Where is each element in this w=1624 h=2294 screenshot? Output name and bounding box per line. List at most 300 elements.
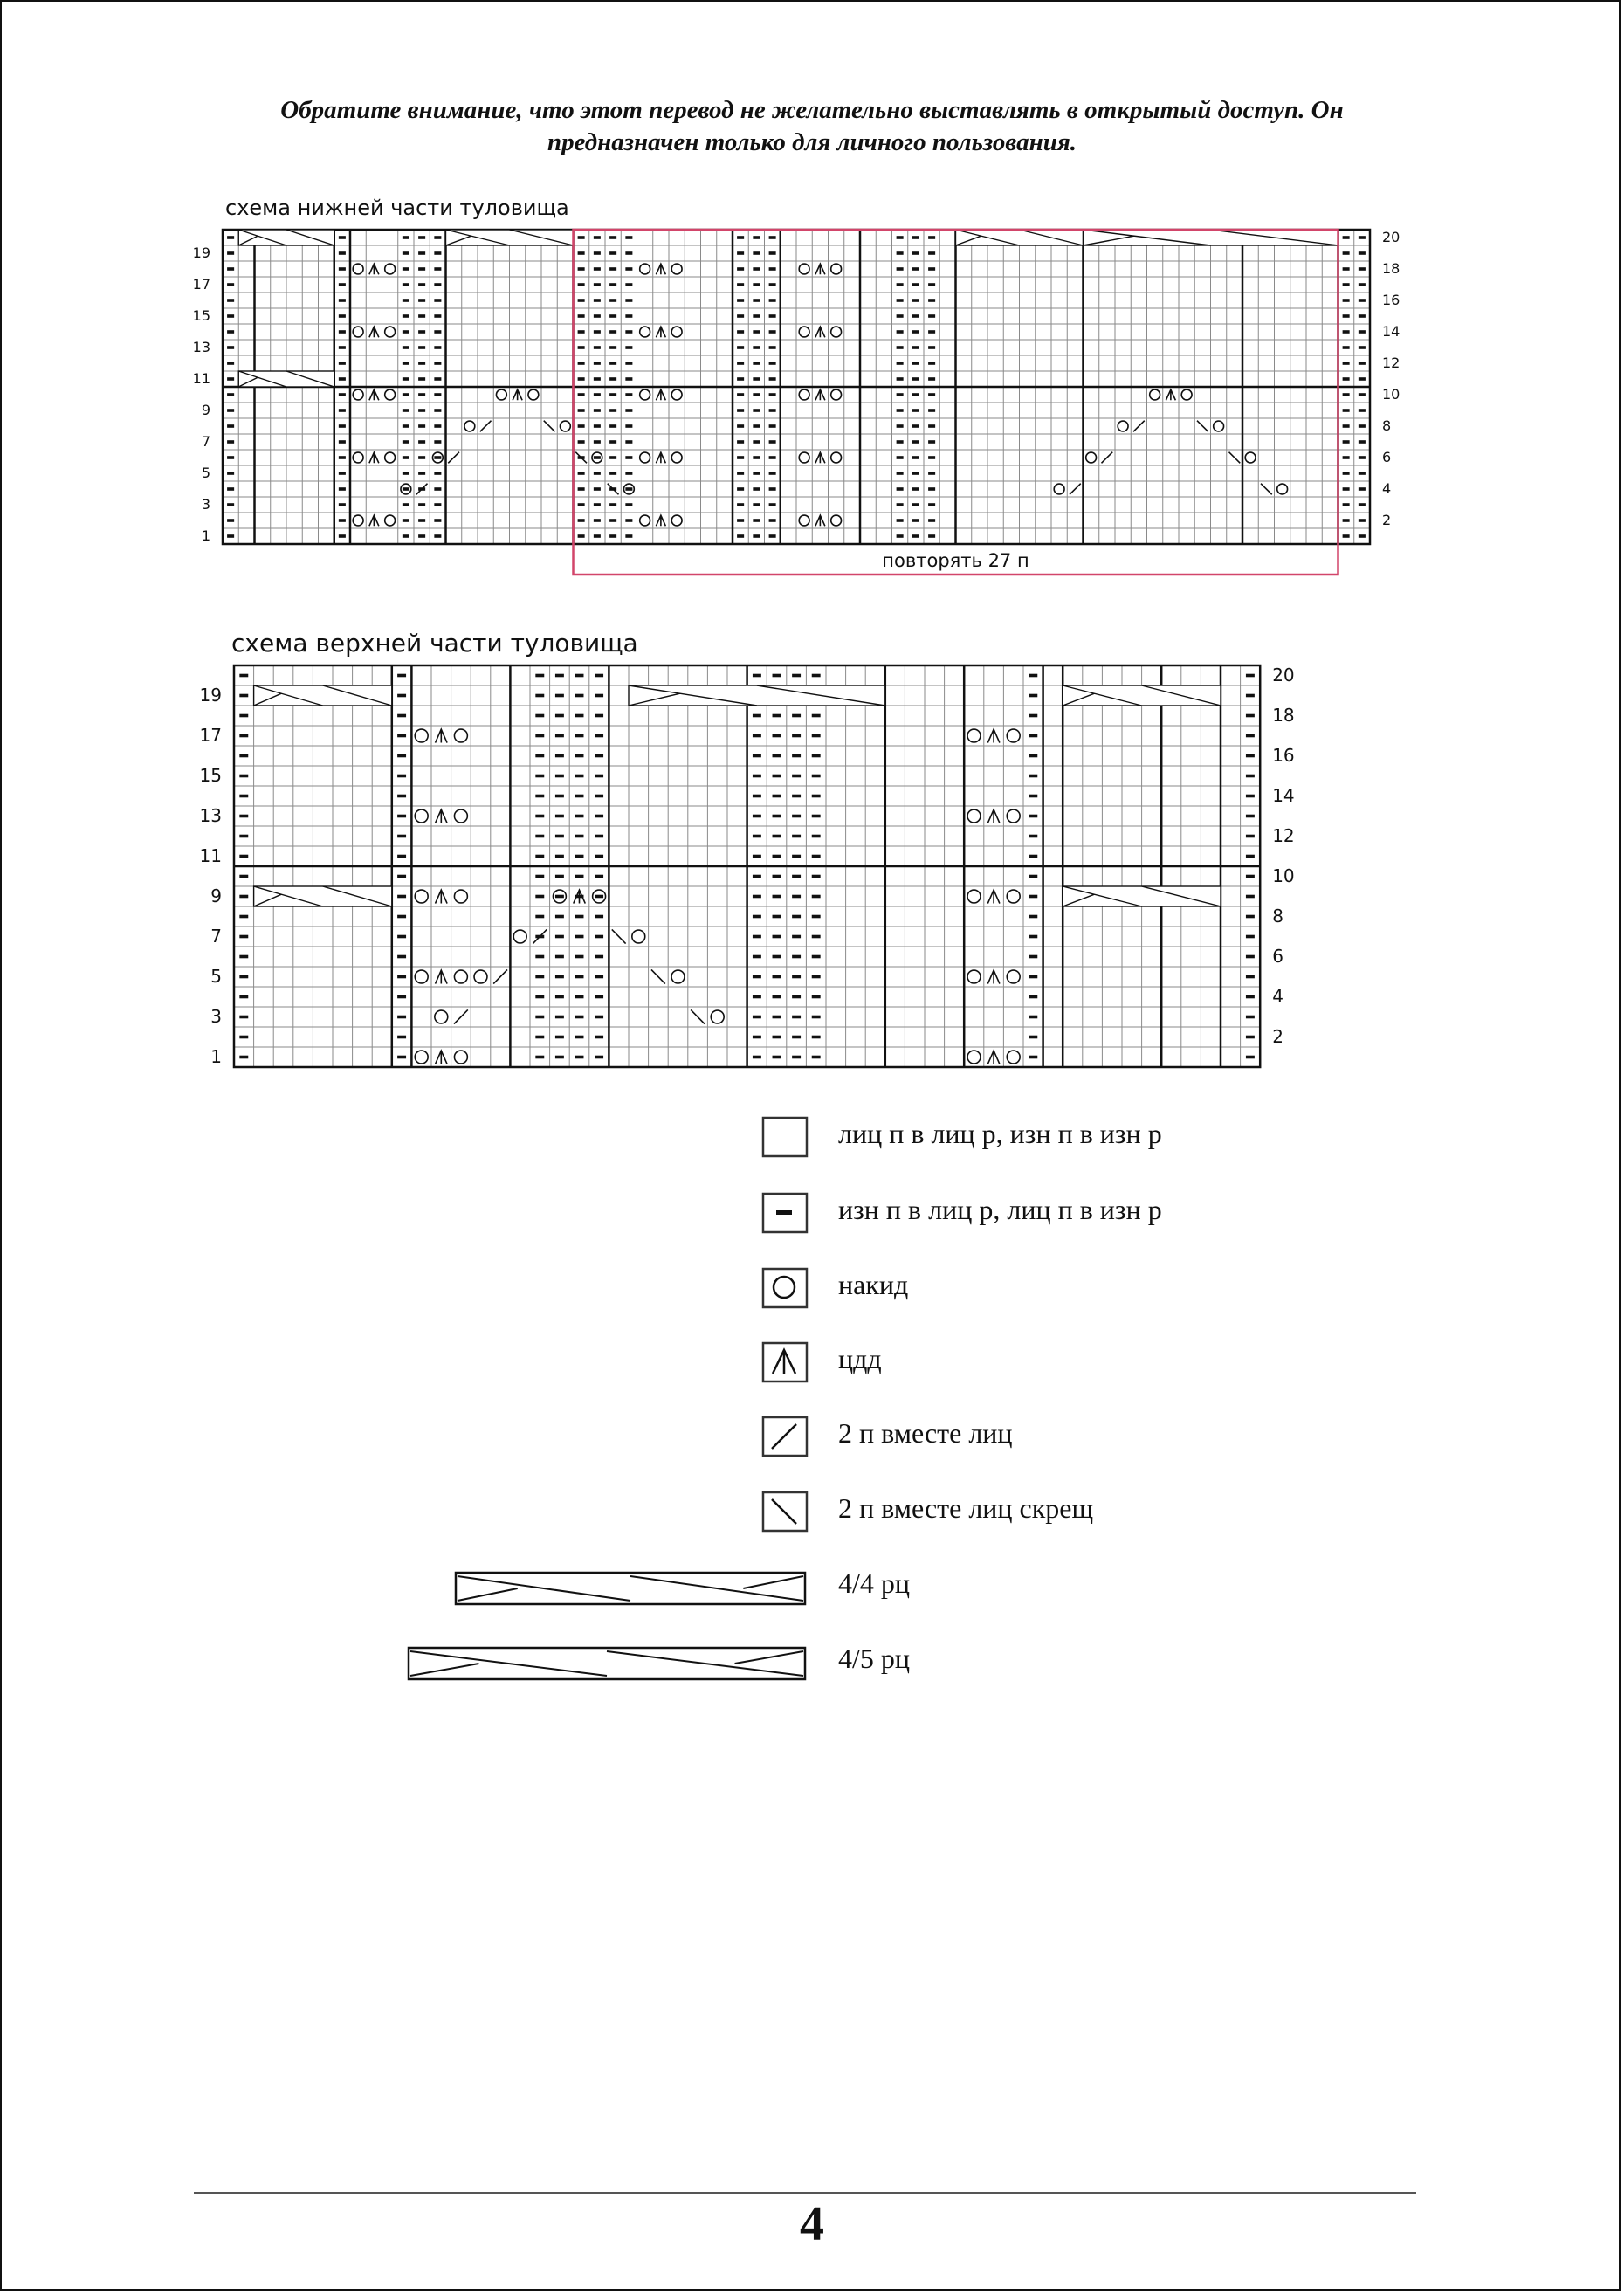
legend-label: 2 п вместе лиц скрещ xyxy=(838,1492,1094,1524)
row-number-left: 3 xyxy=(210,1005,222,1027)
purl-dash xyxy=(1029,935,1037,939)
purl-dash xyxy=(535,975,544,979)
yarn-over-mark xyxy=(435,1010,448,1023)
purl-dash xyxy=(1029,1056,1037,1059)
purl-dash xyxy=(1029,835,1037,838)
purl-dash xyxy=(1246,1056,1255,1059)
row-number-right: 12 xyxy=(1382,355,1400,372)
row-number-right: 14 xyxy=(1272,784,1295,806)
purl-dash xyxy=(535,795,544,798)
purl-dash xyxy=(397,835,406,838)
row-number-left: 7 xyxy=(201,433,210,451)
purl-dash xyxy=(792,1016,801,1019)
purl-dash xyxy=(397,795,406,798)
purl-dash xyxy=(792,995,801,999)
row-number-left: 15 xyxy=(192,307,210,325)
yarn-over-mark xyxy=(967,890,981,903)
purl-dash xyxy=(595,795,603,798)
purl-dash xyxy=(595,734,603,738)
purl-dash xyxy=(555,995,564,999)
purl-dash xyxy=(595,815,603,818)
purl-dash xyxy=(575,775,584,778)
purl-dash xyxy=(239,775,248,778)
purl-dash xyxy=(1246,815,1255,818)
purl-dash xyxy=(773,734,781,738)
cable-4-5-icon xyxy=(407,1646,807,1681)
legend-label: изн п в лиц р, лиц п в изн р xyxy=(838,1194,1162,1225)
purl-dash xyxy=(555,694,564,698)
row-number-left: 9 xyxy=(210,885,222,906)
cable-cell-band xyxy=(1063,886,1221,906)
yarn-over-mark xyxy=(415,890,428,903)
purl-dash xyxy=(812,795,821,798)
purl-dash xyxy=(1029,775,1037,778)
legend-item xyxy=(0,1409,1624,1461)
ssk-mark xyxy=(651,969,665,983)
yarn-over-mark xyxy=(513,930,526,943)
yarn-over-mark xyxy=(454,729,467,742)
purl-dash xyxy=(753,955,761,959)
cdd-icon xyxy=(761,1341,809,1383)
purl-dash xyxy=(575,975,584,979)
purl-dash xyxy=(812,955,821,959)
purl-dash xyxy=(792,734,801,738)
purl-dash xyxy=(773,955,781,959)
cdd-mark xyxy=(987,809,1000,823)
purl-dash xyxy=(1029,895,1037,899)
purl-dash xyxy=(535,714,544,718)
purl-dash xyxy=(239,895,248,899)
k2tog-mark xyxy=(493,969,507,983)
purl-dash xyxy=(555,754,564,758)
purl-dash xyxy=(555,674,564,678)
purl-dash xyxy=(1246,1016,1255,1019)
row-number-right: 12 xyxy=(1272,824,1295,846)
purl-dash xyxy=(397,734,406,738)
purl-dash xyxy=(812,935,821,939)
purl-dash xyxy=(555,1016,564,1019)
purl-dash xyxy=(1246,775,1255,778)
purl-dash xyxy=(555,935,564,939)
purl-dash xyxy=(575,754,584,758)
purl-dash xyxy=(397,775,406,778)
purl-dash xyxy=(812,734,821,738)
purl-dash xyxy=(753,895,761,899)
purl-dash xyxy=(792,754,801,758)
yarn-over-mark xyxy=(967,809,981,823)
purl-dash xyxy=(575,995,584,999)
purl-dash xyxy=(776,1210,792,1215)
row-number-right: 6 xyxy=(1382,449,1392,466)
row-number-right: 14 xyxy=(1382,323,1400,341)
cdd-mark xyxy=(436,809,448,823)
row-number-right: 20 xyxy=(1272,664,1295,685)
purl-dash xyxy=(535,855,544,858)
purl-dash xyxy=(397,714,406,718)
purl-dash xyxy=(575,1036,584,1039)
purl-dash xyxy=(812,1036,821,1039)
ssk-icon xyxy=(761,1491,809,1533)
yarn-over-mark xyxy=(415,809,428,823)
cable-band xyxy=(456,1573,805,1604)
row-number-right: 18 xyxy=(1272,704,1295,726)
yarn-over-mark xyxy=(1007,970,1020,983)
purl-dash xyxy=(792,674,801,678)
purl-dash xyxy=(397,815,406,818)
purl-dash xyxy=(773,795,781,798)
purl-dash xyxy=(753,915,761,919)
yarn-over-mark xyxy=(632,930,645,943)
row-number-left: 19 xyxy=(199,684,222,706)
purl-dash xyxy=(239,955,248,959)
purl-dash xyxy=(773,835,781,838)
purl-dash xyxy=(239,1056,248,1059)
row-number-right: 8 xyxy=(1272,905,1283,927)
purl-dash xyxy=(1246,875,1255,878)
purl-dash xyxy=(575,1056,584,1059)
purl-dash xyxy=(753,1056,761,1059)
purl-dash xyxy=(753,995,761,999)
purl-dash xyxy=(753,674,761,678)
purl-dash xyxy=(1029,815,1037,818)
cable-cell-band xyxy=(254,886,392,906)
purl-dash xyxy=(1246,714,1255,718)
row-number-left: 1 xyxy=(210,1045,222,1067)
row-number-right: 8 xyxy=(1382,417,1392,435)
purl-dash xyxy=(555,714,564,718)
purl-dash xyxy=(239,1016,248,1019)
purl-dash xyxy=(239,995,248,999)
lower-chart-title: схема нижней части туловища xyxy=(225,196,569,220)
cable-band xyxy=(409,1648,805,1679)
purl-dash xyxy=(1246,754,1255,758)
purl-dash xyxy=(1029,734,1037,738)
purl-dash xyxy=(239,935,248,939)
purl-dash xyxy=(555,815,564,818)
purl-dash xyxy=(595,975,603,979)
ssk-mark xyxy=(612,929,626,943)
purl-dash xyxy=(535,674,544,678)
row-number-right: 10 xyxy=(1272,865,1295,886)
legend-label: накид xyxy=(838,1269,909,1300)
yarn-over-mark xyxy=(967,729,981,742)
cdd-mark xyxy=(987,729,1000,742)
purl-dash xyxy=(792,975,801,979)
purl-dash xyxy=(575,1016,584,1019)
purl-dash xyxy=(773,995,781,999)
cable-cell-band xyxy=(254,685,392,706)
purl-dash xyxy=(555,975,564,979)
purl-dash xyxy=(1029,674,1037,678)
yarn-over-mark xyxy=(454,809,467,823)
purl-dash xyxy=(239,835,248,838)
purl-dash xyxy=(792,775,801,778)
purl-dash xyxy=(595,775,603,778)
purl-dash xyxy=(753,1036,761,1039)
purl-dash xyxy=(575,875,584,878)
legend-item xyxy=(0,1109,1624,1161)
purl-dash xyxy=(773,975,781,979)
cdd-mark xyxy=(987,970,1000,983)
row-number-right: 4 xyxy=(1272,985,1283,1007)
purl-dash xyxy=(595,875,603,878)
yarn-over-mark xyxy=(415,1051,428,1064)
purl-dash xyxy=(535,1056,544,1059)
purl-dash xyxy=(1246,795,1255,798)
purl-dash xyxy=(792,935,801,939)
purl-dash xyxy=(397,975,406,979)
purl-dash xyxy=(753,734,761,738)
row-number-left: 19 xyxy=(192,245,210,262)
purl-dash xyxy=(812,1056,821,1059)
purl-dash xyxy=(753,714,761,718)
purl-dash xyxy=(753,1016,761,1019)
purl-dash xyxy=(1246,734,1255,738)
purl-dash xyxy=(397,754,406,758)
cdd-mark xyxy=(987,1051,1000,1064)
yarn-over-icon xyxy=(761,1267,809,1309)
purl-dash xyxy=(812,875,821,878)
purl-dash xyxy=(595,955,603,959)
purl-dash xyxy=(535,815,544,818)
legend-label: 4/4 рц xyxy=(838,1567,911,1599)
purl-dash xyxy=(753,975,761,979)
upper-chart-grid xyxy=(234,665,1260,1067)
purl-dash xyxy=(239,975,248,979)
row-number-left: 13 xyxy=(199,804,222,826)
purl-dash xyxy=(397,1056,406,1059)
purl-dash xyxy=(239,674,248,678)
k2tog-icon xyxy=(761,1416,809,1457)
yarn-over-mark xyxy=(1007,809,1020,823)
purl-dash xyxy=(555,895,564,899)
legend-item xyxy=(0,1634,1624,1686)
purl-dash xyxy=(1029,915,1037,919)
purl-dash xyxy=(555,1056,564,1059)
purl-dash xyxy=(555,855,564,858)
row-number-left: 17 xyxy=(192,276,210,293)
row-number-right: 4 xyxy=(1382,480,1392,498)
cdd-mark xyxy=(436,729,448,742)
footer-rule xyxy=(194,2192,1416,2194)
upper-chart-title: схема верхней части туловища xyxy=(231,629,638,658)
legend-item xyxy=(0,1334,1624,1387)
row-number-left: 15 xyxy=(199,764,222,786)
purl-dash xyxy=(812,674,821,678)
purl-dash xyxy=(239,915,248,919)
legend-item xyxy=(0,1559,1624,1611)
purl-dash xyxy=(1246,995,1255,999)
purl-dash xyxy=(812,895,821,899)
purl-dash xyxy=(575,955,584,959)
row-number-right: 16 xyxy=(1382,292,1400,309)
cdd-mark xyxy=(987,890,1000,903)
purl-dash xyxy=(595,694,603,698)
purl-dash xyxy=(1246,1036,1255,1039)
purl-dash xyxy=(773,754,781,758)
purl-dash xyxy=(773,915,781,919)
purl-dash xyxy=(555,775,564,778)
purl-dash xyxy=(239,734,248,738)
purl-dash xyxy=(753,835,761,838)
purl-dash xyxy=(812,754,821,758)
purl-dash xyxy=(773,815,781,818)
purl-dash xyxy=(397,1016,406,1019)
purl-dash xyxy=(1246,955,1255,959)
purl-dash xyxy=(555,875,564,878)
purl-dash xyxy=(792,1056,801,1059)
row-number-left: 1 xyxy=(201,527,210,545)
purl-dash xyxy=(535,995,544,999)
cable-cell-band xyxy=(1063,685,1221,706)
purl-dash xyxy=(1029,875,1037,878)
row-number-left: 3 xyxy=(201,496,210,513)
purl-dash xyxy=(575,815,584,818)
purl-dash xyxy=(1246,895,1255,899)
purl-dash xyxy=(792,1036,801,1039)
purl-dash xyxy=(595,995,603,999)
purl-dash xyxy=(812,855,821,858)
purl-dash xyxy=(812,714,821,718)
purl-dash xyxy=(397,674,406,678)
purl-dash xyxy=(792,835,801,838)
purl-dash xyxy=(239,875,248,878)
yarn-over-mark xyxy=(711,1010,724,1023)
purl-dash xyxy=(239,795,248,798)
purl-dash xyxy=(239,815,248,818)
purl-dash xyxy=(595,935,603,939)
purl-dash xyxy=(1029,694,1037,698)
purl-dash xyxy=(397,895,406,899)
purl-dash xyxy=(239,694,248,698)
purl-dash xyxy=(595,754,603,758)
k2tog-mark xyxy=(533,929,547,943)
purl-dash xyxy=(555,734,564,738)
row-number-right: 16 xyxy=(1272,744,1295,766)
purl-dash xyxy=(753,935,761,939)
purl-dash xyxy=(397,955,406,959)
purl-dash xyxy=(1246,835,1255,838)
purl-dash xyxy=(575,915,584,919)
row-number-left: 11 xyxy=(199,844,222,866)
purl-dash xyxy=(1246,855,1255,858)
purl-dash xyxy=(773,855,781,858)
purl-dash xyxy=(812,815,821,818)
purl-dash xyxy=(753,815,761,818)
purl-dash xyxy=(1246,694,1255,698)
symbol-box xyxy=(763,1269,807,1307)
purl-dash xyxy=(773,674,781,678)
purl-dash xyxy=(812,995,821,999)
upper-body-chart xyxy=(0,0,1624,1135)
purl-dash xyxy=(397,855,406,858)
purl-dash xyxy=(753,754,761,758)
purl-dash xyxy=(575,714,584,718)
purl-dash xyxy=(773,935,781,939)
row-number-left: 17 xyxy=(199,724,222,746)
repeat-label: повторять 27 п xyxy=(882,550,1029,571)
purl-dash xyxy=(595,915,603,919)
row-number-right: 6 xyxy=(1272,945,1283,967)
purl-dash xyxy=(773,775,781,778)
k2tog-mark xyxy=(454,1009,468,1023)
purl-dash xyxy=(792,815,801,818)
purl-dash xyxy=(595,1016,603,1019)
purl-dash xyxy=(1029,795,1037,798)
purl-dash xyxy=(773,895,781,899)
purl-dash xyxy=(535,895,544,899)
purl-dash xyxy=(1029,1036,1037,1039)
yarn-over-mark xyxy=(1007,1051,1020,1064)
legend-label: 4/5 рц xyxy=(838,1643,911,1674)
purl-dash xyxy=(595,895,603,899)
row-number-left: 5 xyxy=(201,465,210,482)
purl-dash xyxy=(535,754,544,758)
purl-dash xyxy=(397,995,406,999)
purl-dash xyxy=(1029,995,1037,999)
purl-dash xyxy=(555,955,564,959)
purl-dash xyxy=(773,875,781,878)
purl-dash xyxy=(773,714,781,718)
purl-dash-icon xyxy=(761,1192,809,1234)
legend-label: лиц п в лиц р, изн п в изн р xyxy=(838,1118,1162,1149)
row-number-left: 9 xyxy=(201,402,210,419)
yarn-over-mark xyxy=(967,970,981,983)
usage-notice-line-1: Обратите внимание, что этот перевод не желательно выставлять в открытый доступ. Он xyxy=(280,96,1344,124)
purl-dash xyxy=(239,1036,248,1039)
purl-dash xyxy=(397,935,406,939)
purl-dash xyxy=(595,855,603,858)
purl-dash xyxy=(1029,754,1037,758)
cable-4-4-icon xyxy=(454,1571,807,1606)
purl-dash xyxy=(792,875,801,878)
purl-dash xyxy=(812,775,821,778)
purl-dash xyxy=(595,674,603,678)
usage-notice-line-2: предназначен только для личного пользования. xyxy=(547,128,1077,156)
purl-dash xyxy=(535,1036,544,1039)
legend-item xyxy=(0,1260,1624,1312)
knit-square-icon xyxy=(761,1116,809,1158)
purl-dash xyxy=(792,895,801,899)
purl-dash xyxy=(575,935,584,939)
purl-dash xyxy=(555,915,564,919)
purl-dash xyxy=(595,714,603,718)
page-number: 4 xyxy=(800,2197,824,2251)
purl-dash xyxy=(773,1036,781,1039)
purl-dash xyxy=(595,835,603,838)
purl-dash xyxy=(1029,975,1037,979)
purl-dash xyxy=(239,754,248,758)
purl-dash xyxy=(535,955,544,959)
purl-dash xyxy=(1029,955,1037,959)
upper-chart-stitch-symbols xyxy=(415,729,1020,1064)
yarn-over-mark xyxy=(474,970,487,983)
ssk-mark xyxy=(691,1009,705,1023)
purl-dash xyxy=(535,775,544,778)
purl-dash xyxy=(773,1056,781,1059)
purl-dash xyxy=(397,694,406,698)
purl-dash xyxy=(239,714,248,718)
yarn-over-mark xyxy=(967,1051,981,1064)
purl-dash xyxy=(753,855,761,858)
row-number-right: 20 xyxy=(1382,229,1400,246)
purl-dash xyxy=(812,1016,821,1019)
symbol-box xyxy=(763,1118,807,1156)
purl-dash xyxy=(1246,915,1255,919)
purl-dash xyxy=(535,1016,544,1019)
purl-dash xyxy=(535,734,544,738)
purl-dash xyxy=(773,1016,781,1019)
